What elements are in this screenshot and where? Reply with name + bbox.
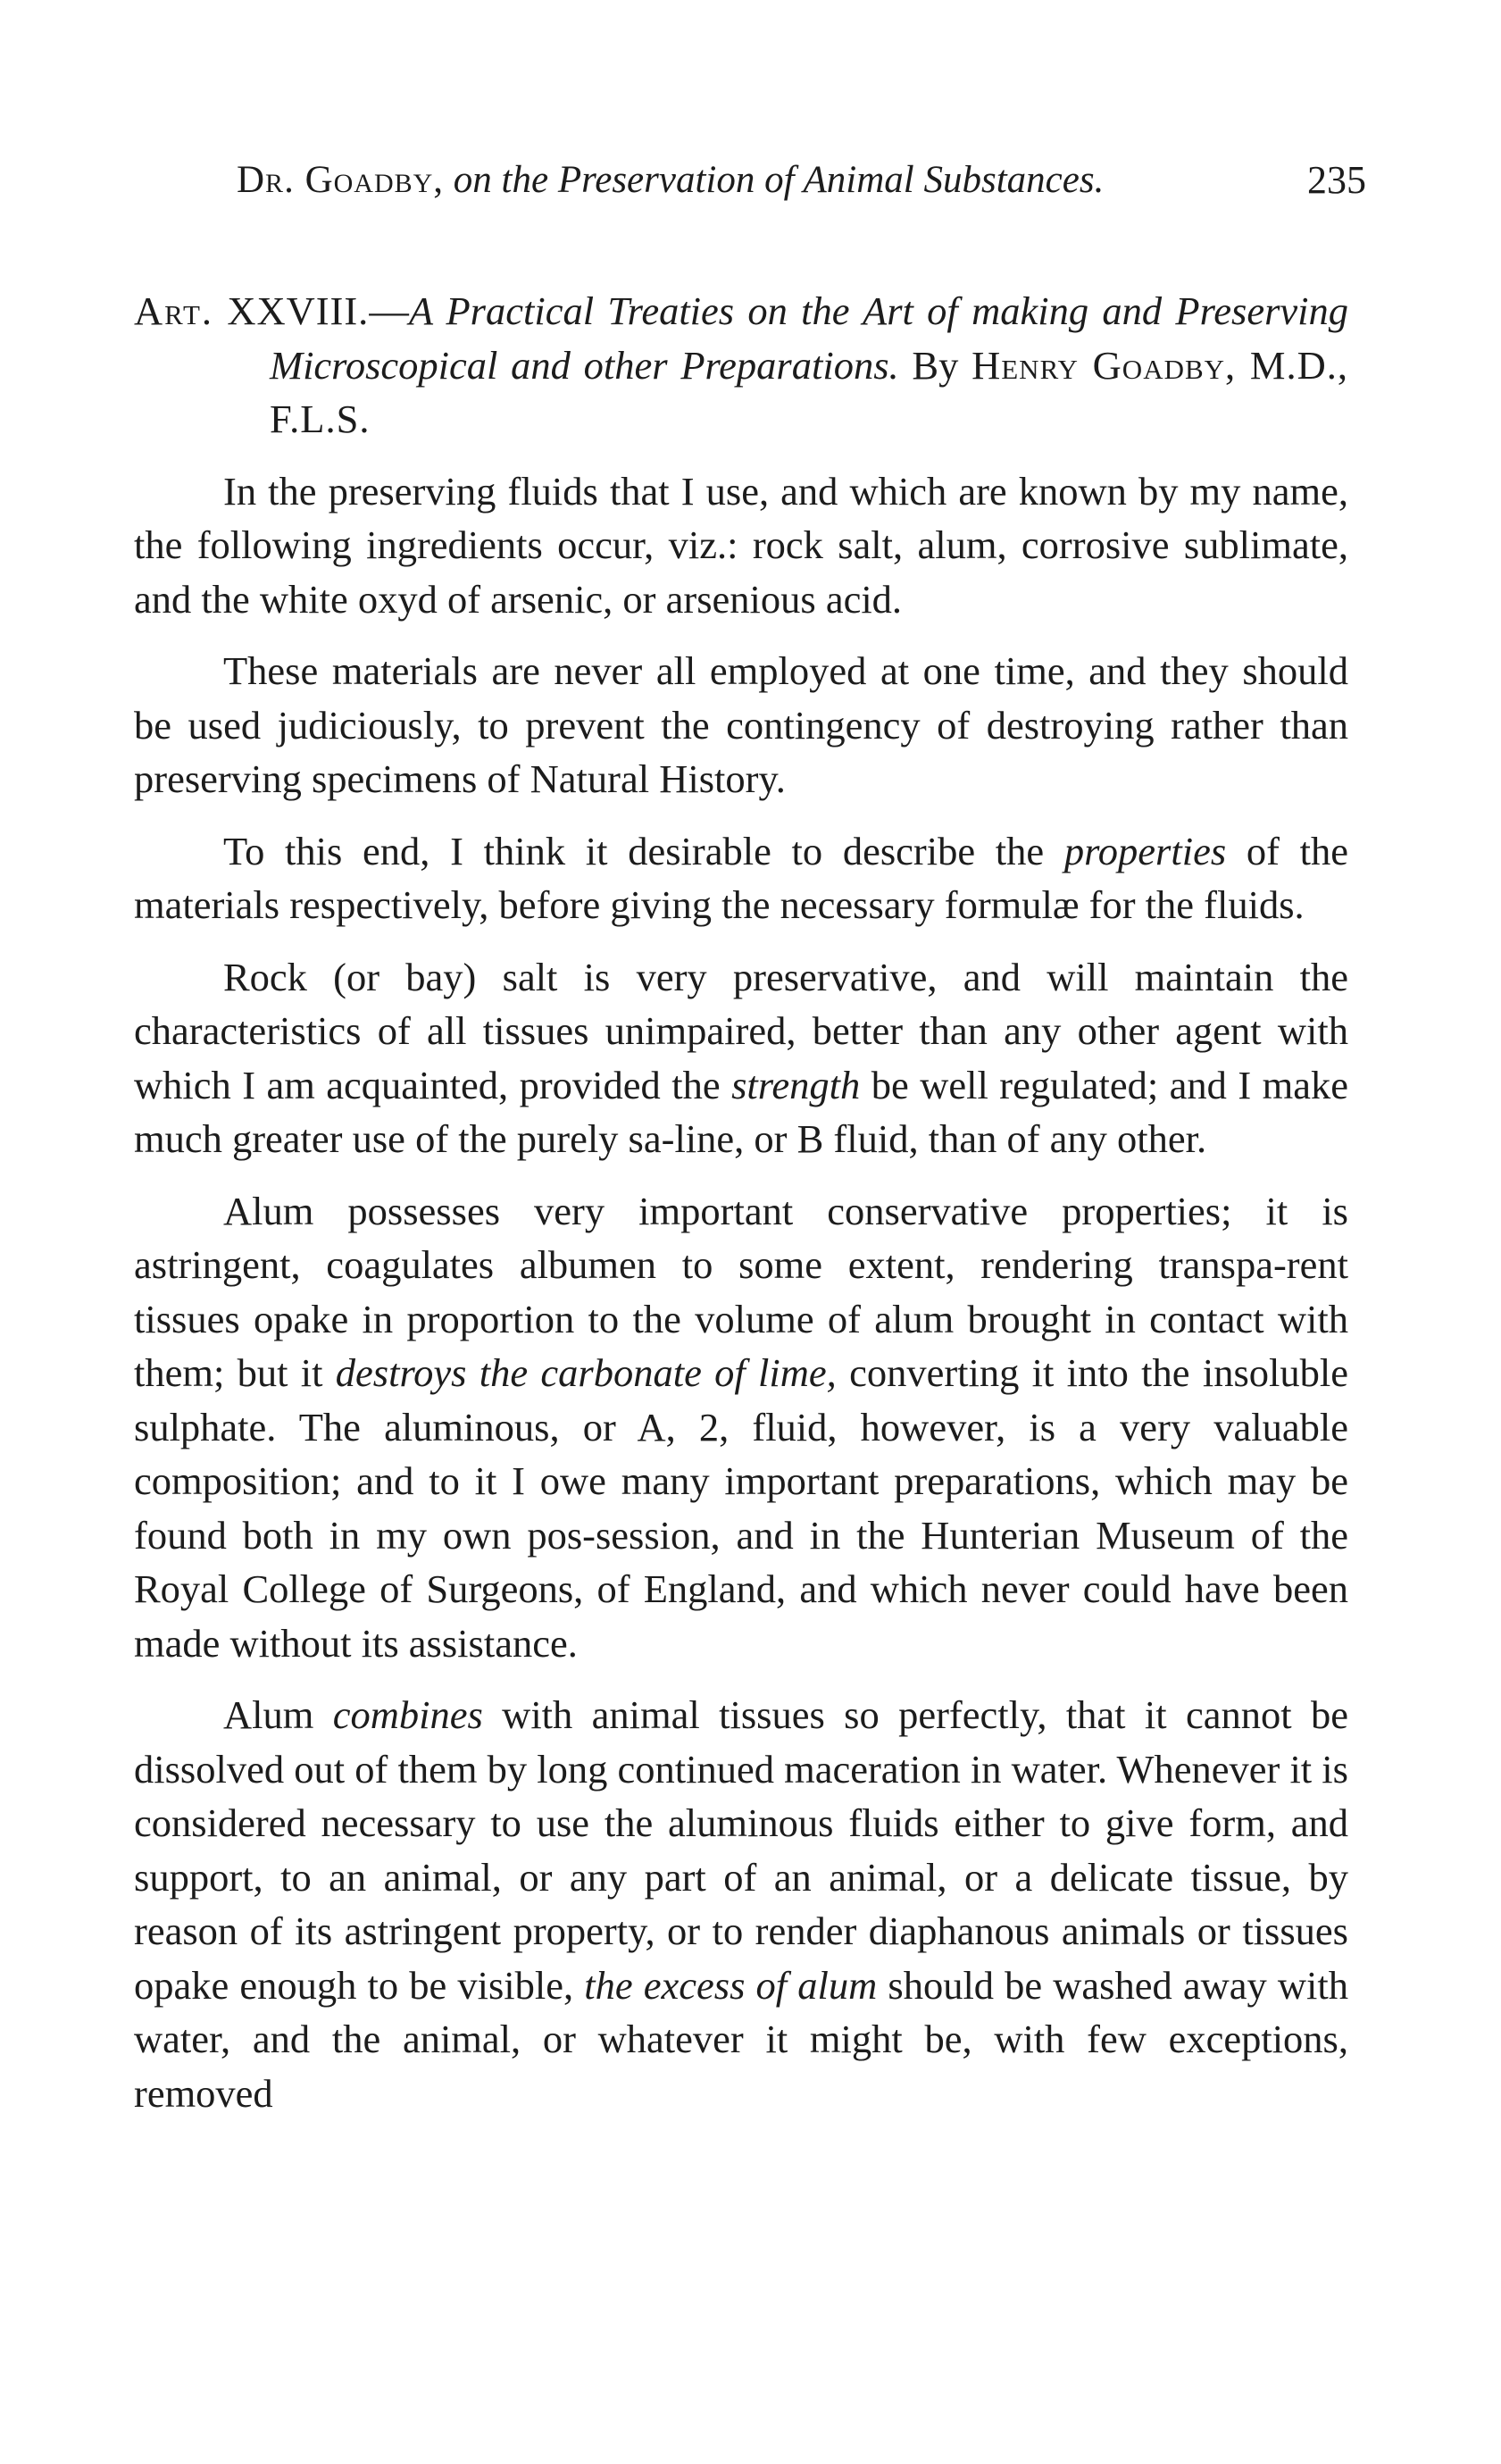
article-heading (134, 284, 1348, 447)
paragraph-6-italic-excess: the excess of alum (584, 1962, 878, 2008)
paragraph-6 (134, 1688, 1348, 2120)
running-head (237, 154, 1375, 207)
paragraph-3 (134, 824, 1348, 932)
paragraph-5-italic-destroys: destroys the carbonate of lime, (335, 1350, 837, 1395)
paragraph-6-text-e: should be washed away with water, and the animal, or whatever it might be, with few exceptions, removed (134, 1962, 1348, 2116)
paragraph-2: These materials are never all employed at one time, and they should be used judiciously, to prevent the contingency of destroying rather than preserving specimens of Natural History. (134, 648, 1348, 801)
running-head-author: Dr. Goadby, (237, 159, 445, 201)
paragraph-6-text-a: Alum (223, 1692, 333, 1737)
paragraph-1: In the preserving fluids that I use, and which are known by my name, the following ingredients occur, viz.: rock salt, alum, corrosive sublimate, and the white oxyd of arsenic, or arsenious acid. (134, 468, 1348, 622)
paragraph-5-text-a: Alum possesses very important conservative properties; it is astringent, coagulates albumen to some extent, rendering transpa-rent tissues opake in proportion to the volume of alum brought in contact with them; but it (134, 1188, 1348, 1395)
article-by: By (898, 342, 972, 388)
body-text (134, 284, 1348, 2138)
paragraph-6-text-c: with animal tissues so perfectly, that it cannot be dissolved out of them by long continued maceration in water. Whenever it is considered necessary to use the aluminous fluids either to give form, and support, to an animal, or any part of an animal, or a delicate tissue, by reason of its astringent property, or to render diaphanous animals or tissues opake enough to be visible, (134, 1692, 1348, 2008)
page-number: 235 (1307, 158, 1366, 202)
paragraph-5-text-c: converting it into the insoluble sulphate. The aluminous, or A, 2, fluid, however, is a very valuable composition; and to it I owe many important preparations, which may be found both in my own pos-session, and in the Hunterian Museum of the Royal College of Surgeons, of England, and which never could have been made without its assistance. (134, 1350, 1348, 1666)
running-head-subject: on the Preservation of Animal Substances. (453, 159, 1105, 201)
paragraph-6-italic-combines: combines (332, 1692, 483, 1737)
article-label: Art. (134, 288, 214, 333)
paragraph-3-text-a: To this end, I think it desirable to describe the (223, 828, 1064, 873)
article-number: XXVIII. (227, 288, 370, 333)
article-author: Henry Goadby, M.D., F.L.S. (270, 342, 1348, 441)
article-dash: — (369, 288, 409, 333)
running-head-title (237, 154, 1104, 207)
paragraph-5 (134, 1184, 1348, 1671)
paragraph-3-text-c: of the materials respectively, before giving the necessary formulæ for the fluids. (134, 828, 1348, 927)
article-title: A Practical Treaties on the Art of making and Preserving Microscopical and other Preparations. (270, 288, 1349, 388)
paragraph-4-italic-strength: strength (731, 1062, 861, 1107)
paragraph-3-italic-properties: properties (1063, 828, 1227, 873)
paragraph-4-text-c: be well regulated; and I make much greater use of the purely sa-line, or B fluid, than of any other. (134, 1062, 1348, 1161)
paragraph-4-text-a: Rock (or bay) salt is very preservative, and will maintain the characteristics of all tissues unimpaired, better than any other agent with which I am acquainted, provided the (134, 954, 1348, 1107)
paragraph-4 (134, 950, 1348, 1166)
